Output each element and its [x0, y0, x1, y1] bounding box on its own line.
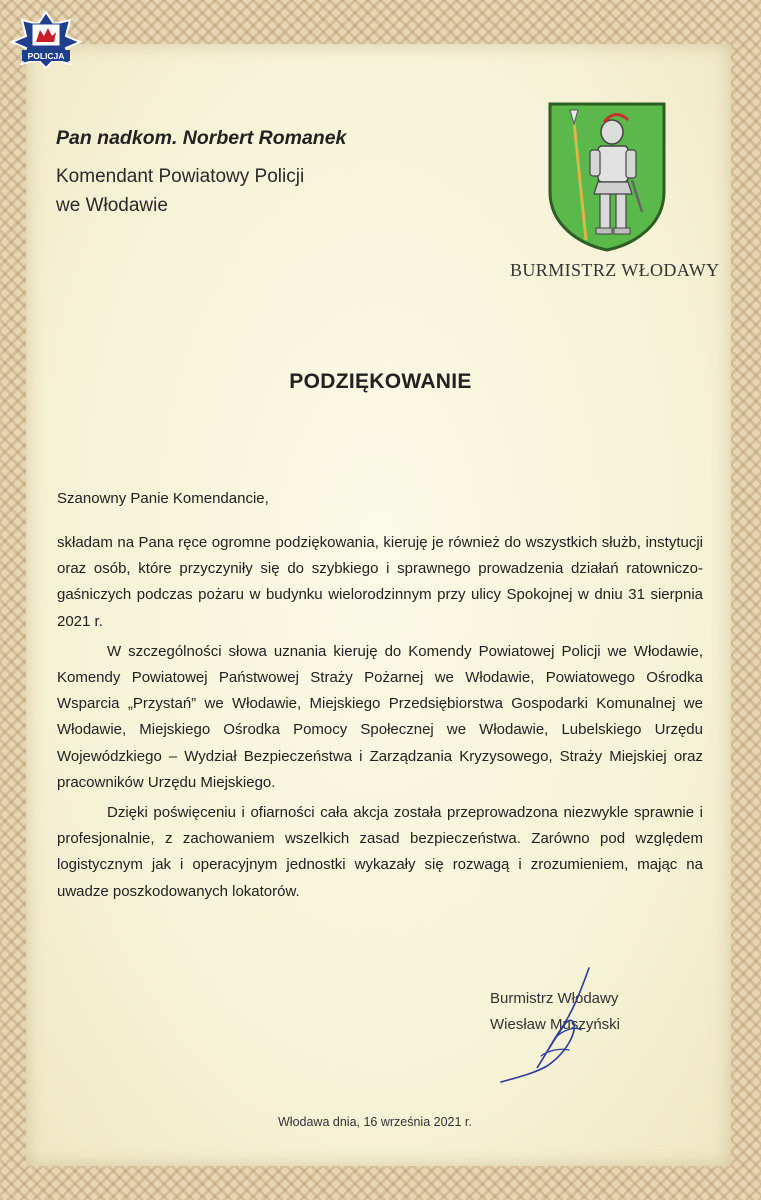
- letter-body: [57, 530, 703, 909]
- signatory-name: Wiesław Muszyński: [490, 1016, 621, 1033]
- recipient-name: Pan nadkom. Norbert Romanek: [56, 127, 347, 149]
- police-star-logo: [10, 10, 82, 70]
- greeting: Szanowny Panie Komendancie,: [57, 490, 269, 507]
- recipient-location: we Włodawie: [56, 195, 168, 216]
- police-logo-text: POLICJA: [27, 51, 65, 61]
- signature-title: Burmistrz Włodawy: [490, 990, 619, 1007]
- document-title: PODZIĘKOWANIE: [289, 370, 472, 393]
- paragraph-1: składam na Pana ręce ogromne podziękowania, kieruję je również do wszystkich służb, instytucji oraz osób, które przyczyniły się do szybkiego i sprawnego prowadzenia działań ratowniczo-gaśniczych podczas pożaru w budynku wielorodzinnym przy ulicy Spokojnej w dniu 31 sierpnia 2021 r.: [57, 534, 703, 630]
- handwritten-signature: [485, 960, 635, 1085]
- paragraph-3: Dzięki poświęceniu i ofiarności cała akcja została przeprowadzona niezwykle sprawnie i profesjonalnie, z zachowaniem wszelkich zasad bezpieczeństwa. Zarówno pod względem logistycznym jak i operacyjnym jednostki wykazały się rozwagą i zrozumieniem, mając na uwadze poszkodowanych lokatorów.: [57, 804, 703, 900]
- recipient-position: Komendant Powiatowy Policji: [56, 166, 305, 187]
- paragraph-2: W szczególności słowa uznania kieruję do Komendy Powiatowej Policji we Włodawie, Komendy Powiatowej Państwowej Straży Pożarnej we Włodawie, Powiatowego Ośrodka Wsparcia „Przystań” we Włodawie, Miejskiego Przedsiębiorstwa Gospodarki Komunalnej we Włodawie, Miejskiego Ośrodka Pomocy Społecznej we Włodawie, Lubelskiego Urzędu Wojewódzkiego – Wydział Bezpieczeństwa i Zarządzania Kryzysowego, Straży Miejskiej oraz pracowników Urzędu Miejskiego.: [57, 642, 703, 791]
- wlodawa-coat-of-arms: [546, 100, 668, 252]
- mayor-title: BURMISTRZ WŁODAWY: [510, 260, 720, 280]
- document-date: Włodawa dnia, 16 września 2021 r.: [278, 1115, 472, 1129]
